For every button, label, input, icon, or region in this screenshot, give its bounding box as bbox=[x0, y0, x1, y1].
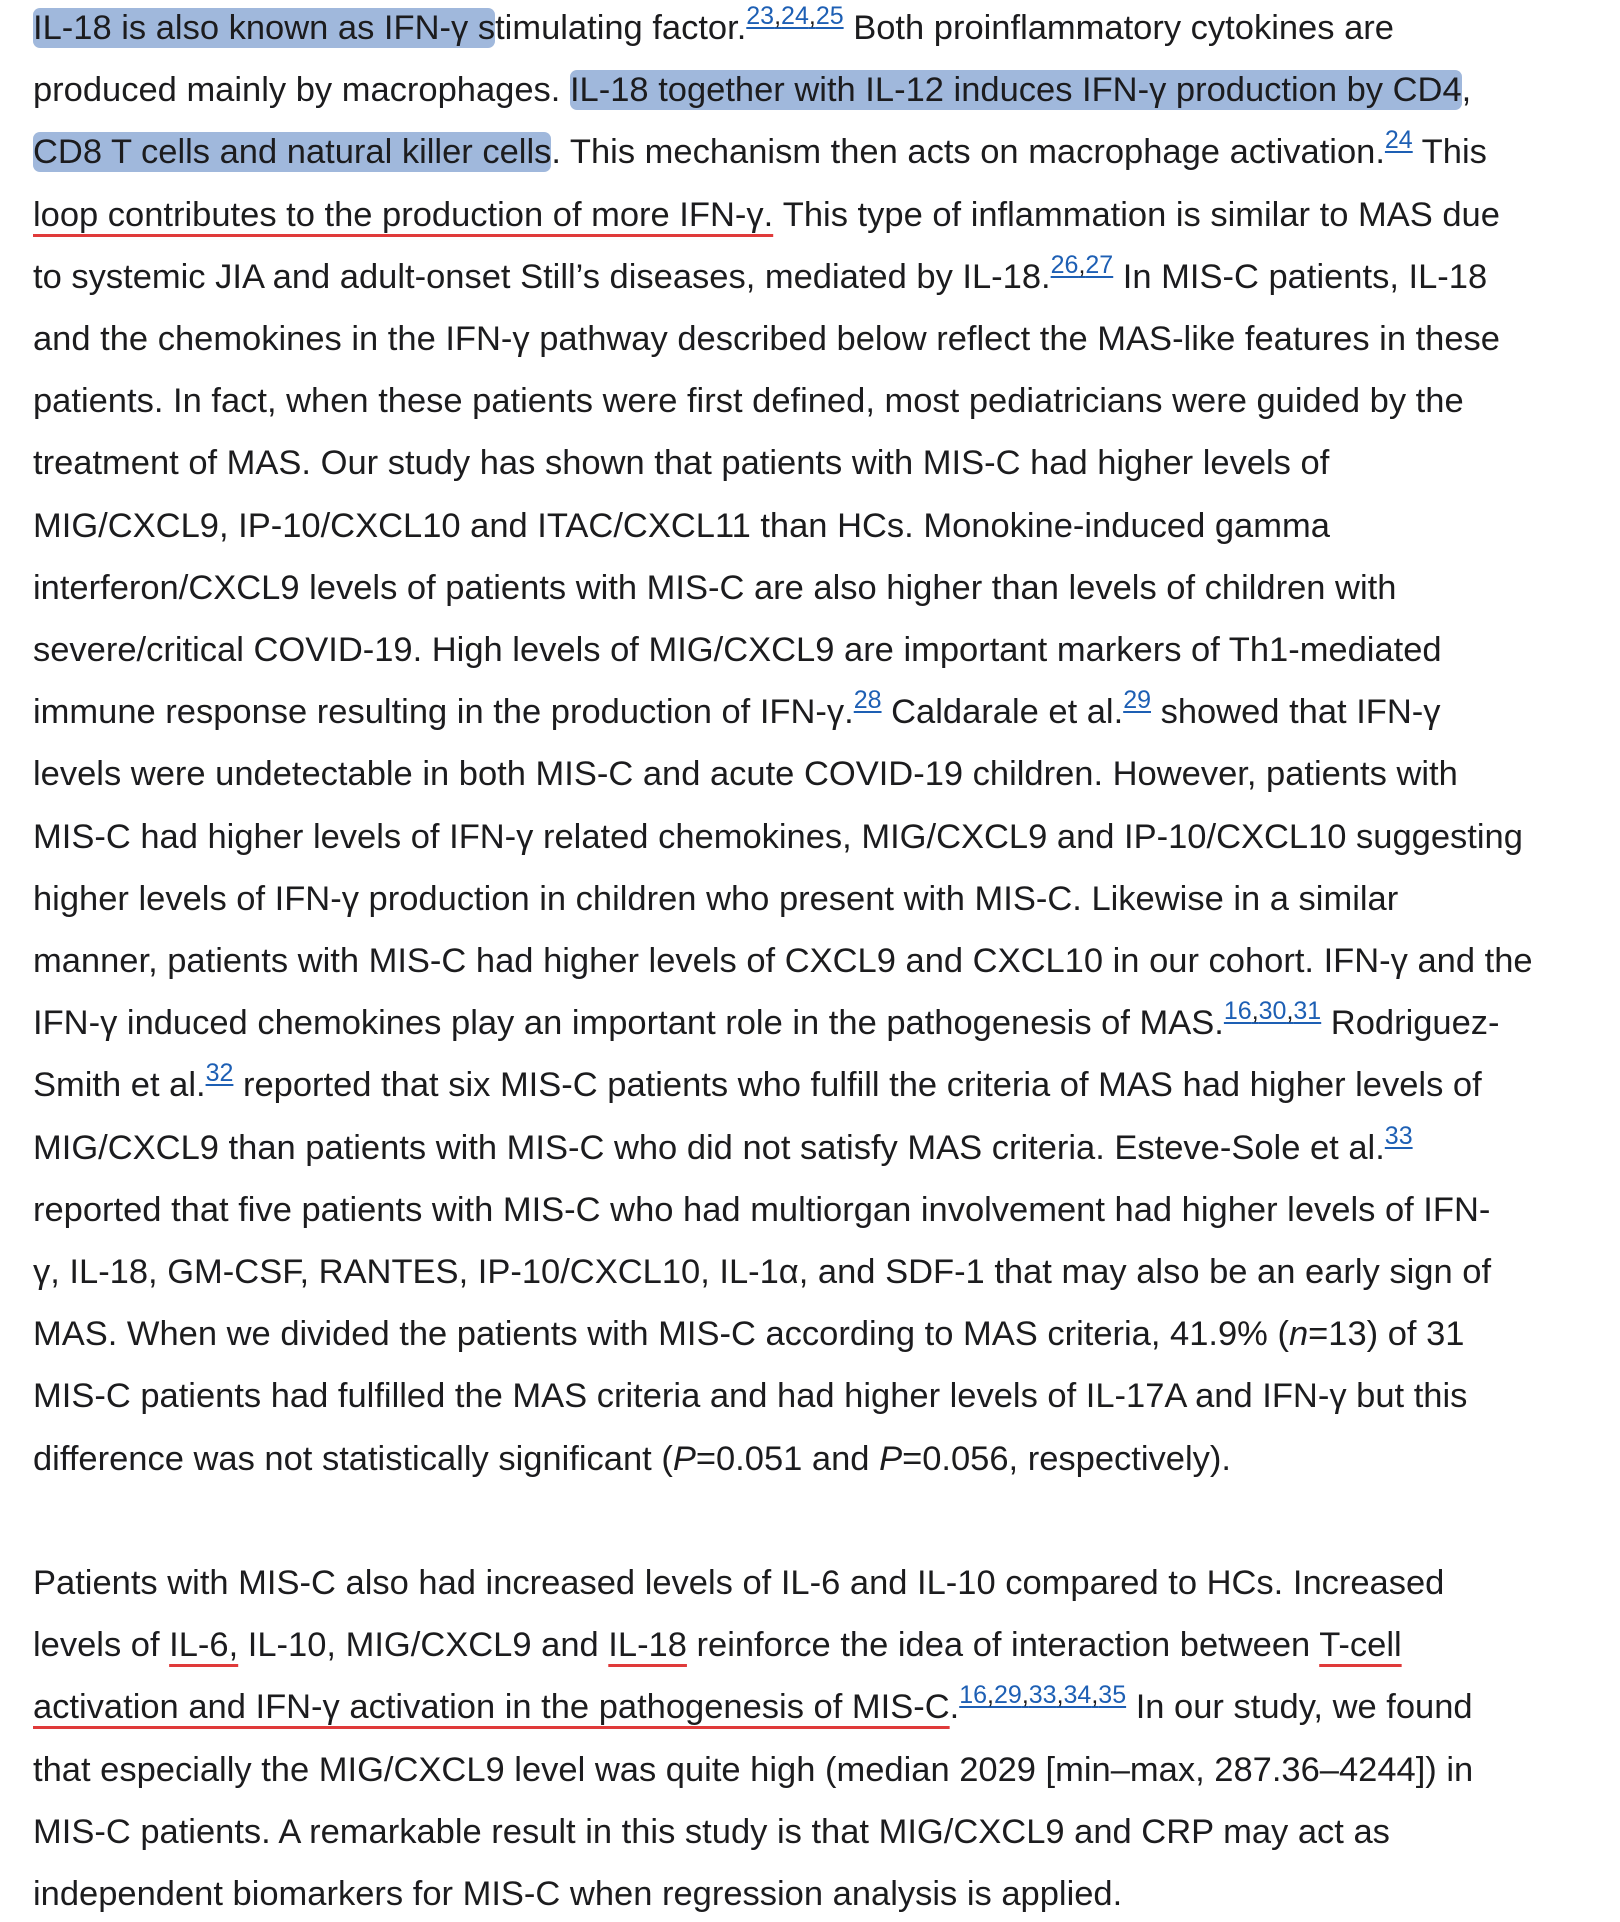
citation-link[interactable]: 29 bbox=[994, 1681, 1022, 1710]
text-line bbox=[33, 871, 1398, 927]
citation-link[interactable]: 34 bbox=[1063, 1681, 1092, 1710]
text-span: =0.056, respectively). bbox=[902, 1439, 1231, 1478]
citation-separator: , bbox=[1091, 1681, 1099, 1710]
text-line bbox=[33, 1182, 1490, 1238]
citation-separator: , bbox=[1251, 997, 1259, 1026]
italic-variable: P bbox=[672, 1439, 696, 1478]
citation-separator: , bbox=[1078, 250, 1086, 279]
text-span: . bbox=[949, 1688, 960, 1727]
text-span: MIG/CXCL9, IP-10/CXCL10 and ITAC/CXCL11 than HCs. Monokine-induced gamma bbox=[33, 506, 1330, 545]
text-span: =13) of 31 bbox=[1308, 1315, 1465, 1354]
citation-link[interactable]: 33 bbox=[1384, 1121, 1413, 1150]
citation-link[interactable]: 32 bbox=[205, 1059, 234, 1088]
text-span: γ, IL-18, GM-CSF, RANTES, IP-10/CXCL10, IL-1α, and SDF-1 that may also be an early sign of bbox=[33, 1253, 1492, 1291]
text-line bbox=[33, 249, 1487, 305]
text-span: MIS-C patients had fulfilled the MAS criteria and had higher levels of IL-17A and IFN-γ but this bbox=[33, 1377, 1468, 1416]
underlined-text: T-cell bbox=[1319, 1626, 1402, 1665]
citation-refs bbox=[1224, 997, 1321, 1025]
text-line bbox=[33, 124, 1487, 180]
text-span: levels were undetectable in both MIS-C and acute COVID-19 children. However, patients with bbox=[33, 755, 1458, 794]
text-span: interferon/CXCL9 levels of patients with MIS-C are also higher than levels of children with bbox=[33, 568, 1397, 607]
text-span: immune response resulting in the production of IFN-γ. bbox=[33, 693, 854, 732]
text-line bbox=[33, 746, 1458, 802]
citation-link[interactable]: 27 bbox=[1085, 250, 1114, 279]
citation-link[interactable]: 35 bbox=[1098, 1681, 1127, 1710]
text-span: IFN-γ induced chemokines play an important role in the pathogenesis of MAS. bbox=[33, 1004, 1224, 1043]
text-line bbox=[33, 498, 1330, 554]
text-line bbox=[33, 1244, 1491, 1300]
text-span: Smith et al. bbox=[33, 1066, 206, 1105]
highlighted-text: CD8 T cells and natural killer cells bbox=[33, 133, 552, 172]
citation-separator: , bbox=[1021, 1681, 1029, 1710]
text-line bbox=[33, 1742, 1473, 1798]
text-line bbox=[33, 311, 1500, 367]
underlined-text: IL-18 bbox=[608, 1626, 687, 1665]
text-line bbox=[33, 1866, 1122, 1922]
text-line bbox=[33, 1431, 1231, 1487]
text-span: , bbox=[1461, 71, 1472, 110]
highlighted-text: IL-18 is also known as IFN-γ s bbox=[33, 9, 496, 47]
text-span: In MIS-C patients, IL-18 bbox=[1113, 257, 1488, 296]
text-line bbox=[33, 560, 1396, 616]
text-line bbox=[33, 1617, 1402, 1673]
text-span: difference was not statistically significant ( bbox=[33, 1439, 673, 1478]
citation-separator: , bbox=[987, 1681, 994, 1710]
text-line bbox=[33, 0, 1394, 56]
text-span: MIS-C patients. A remarkable result in this study is that MIG/CXCL9 and CRP may act as bbox=[33, 1812, 1390, 1851]
italic-variable: n bbox=[1288, 1315, 1309, 1354]
text-span: This bbox=[1412, 133, 1487, 172]
citation-refs bbox=[959, 1681, 1126, 1709]
underlined-text: activation and IFN-γ activation in the pathogenesis of MIS-C bbox=[33, 1688, 950, 1727]
text-line bbox=[33, 187, 1500, 243]
text-span: that especially the MIG/CXCL9 level was quite high (median 2029 [min–max, 287.36–4244]) in bbox=[33, 1750, 1474, 1789]
text-line bbox=[33, 995, 1500, 1051]
citation-link[interactable]: 31 bbox=[1293, 997, 1322, 1026]
text-span: Rodriguez- bbox=[1321, 1004, 1500, 1043]
text-span: reported that five patients with MIS-C who had multiorgan involvement had higher levels of IFN- bbox=[33, 1190, 1491, 1229]
citation-link[interactable]: 24 bbox=[781, 2, 809, 30]
text-span: to systemic JIA and adult-onset Still’s diseases, mediated by IL-18. bbox=[33, 257, 1051, 296]
citation-refs bbox=[746, 2, 843, 30]
text-line bbox=[33, 622, 1442, 678]
citation-link[interactable]: 23 bbox=[746, 2, 775, 30]
text-line bbox=[33, 933, 1533, 989]
citation-separator: , bbox=[1286, 997, 1294, 1026]
text-line bbox=[33, 1679, 1473, 1735]
citation-link[interactable]: 16 bbox=[959, 1681, 988, 1710]
text-line bbox=[33, 1306, 1464, 1362]
text-span: In our study, we found bbox=[1126, 1688, 1473, 1727]
text-span: produced mainly by macrophages. bbox=[33, 71, 570, 110]
text-span: levels of bbox=[33, 1626, 170, 1665]
text-span: independent biomarkers for MIS-C when regression analysis is applied. bbox=[33, 1875, 1123, 1913]
text-span: Both proinflammatory cytokines are bbox=[843, 9, 1394, 47]
citation-separator: , bbox=[808, 2, 816, 30]
citation-link[interactable]: 30 bbox=[1258, 997, 1287, 1026]
text-span: higher levels of IFN-γ production in children who present with MIS-C. Likewise in a similar bbox=[33, 879, 1399, 918]
text-span: showed that IFN-γ bbox=[1151, 693, 1441, 732]
citation-separator: , bbox=[774, 2, 782, 30]
italic-variable: P bbox=[879, 1439, 903, 1478]
text-span: reported that six MIS-C patients who fulfill the criteria of MAS had higher levels of bbox=[233, 1066, 1482, 1105]
highlighted-text: IL-18 together with IL-12 induces IFN-γ production by CD4 bbox=[569, 71, 1462, 110]
text-span: . This mechanism then acts on macrophage activation. bbox=[551, 133, 1385, 172]
citation-separator: , bbox=[1056, 1681, 1064, 1710]
text-span: This type of inflammation is similar to MAS due bbox=[773, 195, 1500, 234]
citation-link[interactable]: 24 bbox=[1384, 126, 1413, 155]
citation-link[interactable]: 16 bbox=[1223, 997, 1252, 1026]
citation-refs bbox=[1123, 686, 1151, 714]
underlined-text: IL-6, bbox=[169, 1626, 239, 1665]
citation-link[interactable]: 26 bbox=[1050, 250, 1079, 279]
citation-link[interactable]: 25 bbox=[815, 2, 844, 30]
text-span: manner, patients with MIS-C had higher levels of CXCL9 and CXCL10 in our cohort. IFN-γ and the bbox=[33, 942, 1533, 980]
citation-refs bbox=[1385, 126, 1413, 154]
citation-refs bbox=[1385, 1122, 1413, 1150]
text-span: reinforce the idea of interaction between bbox=[686, 1626, 1320, 1665]
citation-link[interactable]: 33 bbox=[1028, 1681, 1057, 1710]
text-span: severe/critical COVID-19. High levels of MIG/CXCL9 are important markers of Th1-mediated bbox=[33, 631, 1442, 669]
text-span: =0.051 and bbox=[695, 1439, 880, 1478]
text-span: MIS-C had higher levels of IFN-γ related chemokines, MIG/CXCL9 and IP-10/CXCL10 suggesting bbox=[33, 817, 1523, 856]
text-span: MAS. When we divided the patients with MIS-C according to MAS criteria, 41.9% ( bbox=[33, 1315, 1289, 1354]
text-line bbox=[33, 1120, 1413, 1176]
text-line bbox=[33, 373, 1464, 429]
text-span: treatment of MAS. Our study has shown that patients with MIS-C had higher levels of bbox=[33, 444, 1330, 483]
text-span: MIG/CXCL9 than patients with MIS-C who did not satisfy MAS criteria. Esteve-Sole et al. bbox=[33, 1128, 1385, 1167]
underlined-text: loop contributes to the production of more IFN-γ. bbox=[33, 195, 774, 234]
citation-link[interactable]: 29 bbox=[1123, 686, 1151, 715]
text-line bbox=[33, 1368, 1467, 1424]
citation-refs bbox=[854, 686, 882, 714]
text-span: patients. In fact, when these patients were first defined, most pediatricians were guided by the bbox=[33, 382, 1464, 421]
text-span: and the chemokines in the IFN-γ pathway described below reflect the MAS-like features in these bbox=[33, 320, 1500, 358]
citation-refs bbox=[206, 1059, 234, 1087]
text-line bbox=[33, 684, 1441, 740]
text-line bbox=[33, 62, 1471, 118]
text-line bbox=[33, 435, 1329, 491]
text-line bbox=[33, 1804, 1390, 1860]
text-span: Caldarale et al. bbox=[881, 693, 1124, 732]
text-line bbox=[33, 809, 1523, 865]
text-span: Patients with MIS-C also had increased levels of IL-6 and IL-10 compared to HCs. Increased bbox=[33, 1564, 1445, 1602]
text-line bbox=[33, 1555, 1444, 1611]
citation-link[interactable]: 28 bbox=[853, 686, 882, 715]
text-span: timulating factor. bbox=[495, 9, 747, 47]
text-line bbox=[33, 1057, 1482, 1113]
citation-refs bbox=[1051, 251, 1114, 279]
text-span: IL-10, MIG/CXCL9 and bbox=[238, 1626, 609, 1665]
